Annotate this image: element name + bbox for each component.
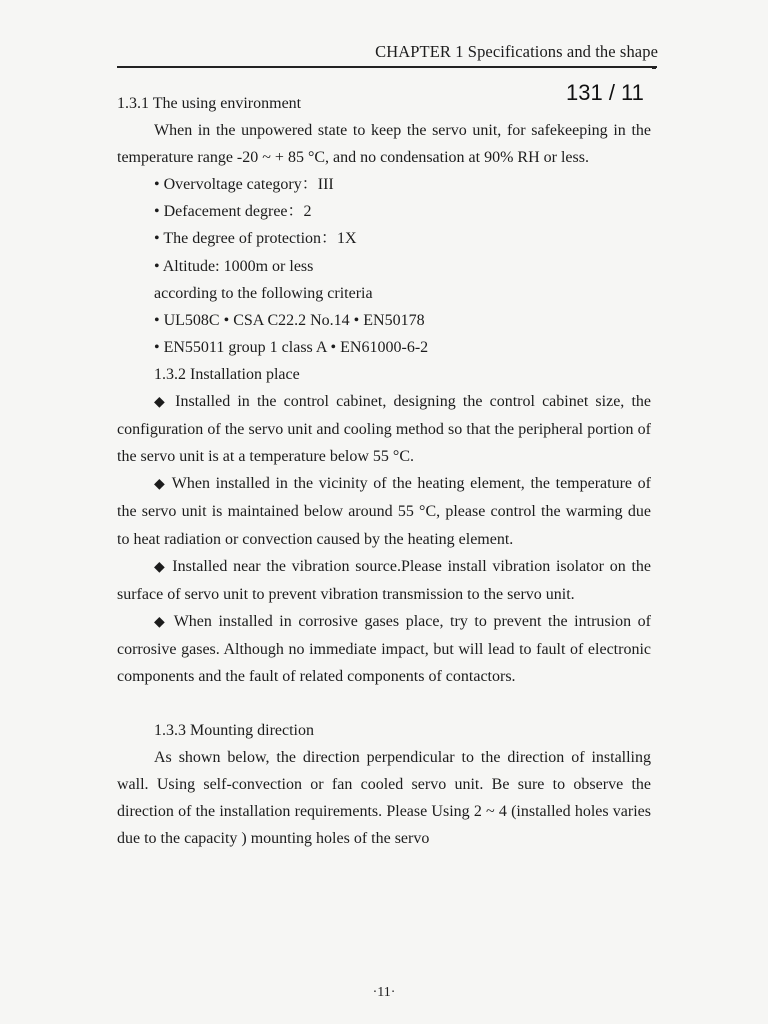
criteria-line-2: • EN55011 group 1 class A • EN61000-6-2 xyxy=(154,338,429,356)
diamond-bullet-icon: ◆ xyxy=(154,394,168,411)
installation-item xyxy=(117,470,651,552)
section-gap xyxy=(117,690,651,717)
diamond-bullet-icon: ◆ xyxy=(154,476,167,493)
bullet-overvoltage: • Overvoltage category：III xyxy=(154,176,334,194)
environment-paragraph: When in the unpowered state to keep the servo unit, for safekeeping in the temperature range -20 ~ + 85 °C, and no condensation at 90% RH or less. xyxy=(117,122,651,167)
installation-item-text: When installed in corrosive gases place, try to prevent the intrusion of corrosive gases. Although no immediate impact, but will lead to fault of electronic components and the fault of related components of contactors. xyxy=(117,612,651,685)
installation-item-text: When installed in the vicinity of the heating element, the temperature of the servo unit is maintained below around 55 °C, please control the warming due to heat radiation or convection caused by the heating element. xyxy=(117,475,651,548)
diamond-bullet-icon: ◆ xyxy=(154,558,167,575)
page-body xyxy=(117,90,651,853)
header-rule-tick xyxy=(652,66,656,69)
installation-item-text: Installed in the control cabinet, designing the control cabinet size, the configuration of the servo unit and cooling method so that the peripheral portion of the servo unit is at a temperature below 55 °C. xyxy=(117,393,652,466)
header-rule xyxy=(117,66,657,68)
installation-item xyxy=(117,388,651,470)
installation-item xyxy=(117,553,651,608)
mounting-paragraph: As shown below, the direction perpendicular to the direction of installing wall. Using self-convection or fan cooled servo unit. Be sure to observe the direction of the installation requirements. Please Using 2 ~ 4 (installed holes varies due to the capacity ) mounting holes of the servo xyxy=(117,749,651,848)
bullet-protection: • The degree of protection：1X xyxy=(154,230,357,248)
page-counter: 131 / 11 xyxy=(566,80,644,105)
bullet-defacement: • Defacement degree：2 xyxy=(154,203,312,221)
footer-page-number: ·11· xyxy=(372,985,396,1000)
diamond-bullet-icon: ◆ xyxy=(154,613,168,630)
section-heading-1-3-2: 1.3.2 Installation place xyxy=(154,365,300,383)
criteria-label: according to the following criteria xyxy=(154,284,373,302)
section-heading-1-3-1: 1.3.1 The using environment xyxy=(117,95,302,112)
bullet-altitude: • Altitude: 1000m or less xyxy=(154,257,314,275)
chapter-header: CHAPTER 1 Specifications and the shape xyxy=(375,42,658,61)
criteria-line-1: • UL508C • CSA C22.2 No.14 • EN50178 xyxy=(154,311,425,329)
installation-item-text: Installed near the vibration source.Please install vibration isolator on the surface of servo unit to prevent vibration transmission to the servo unit. xyxy=(117,557,651,603)
section-heading-1-3-3: 1.3.3 Mounting direction xyxy=(154,722,314,740)
installation-item xyxy=(117,608,651,690)
